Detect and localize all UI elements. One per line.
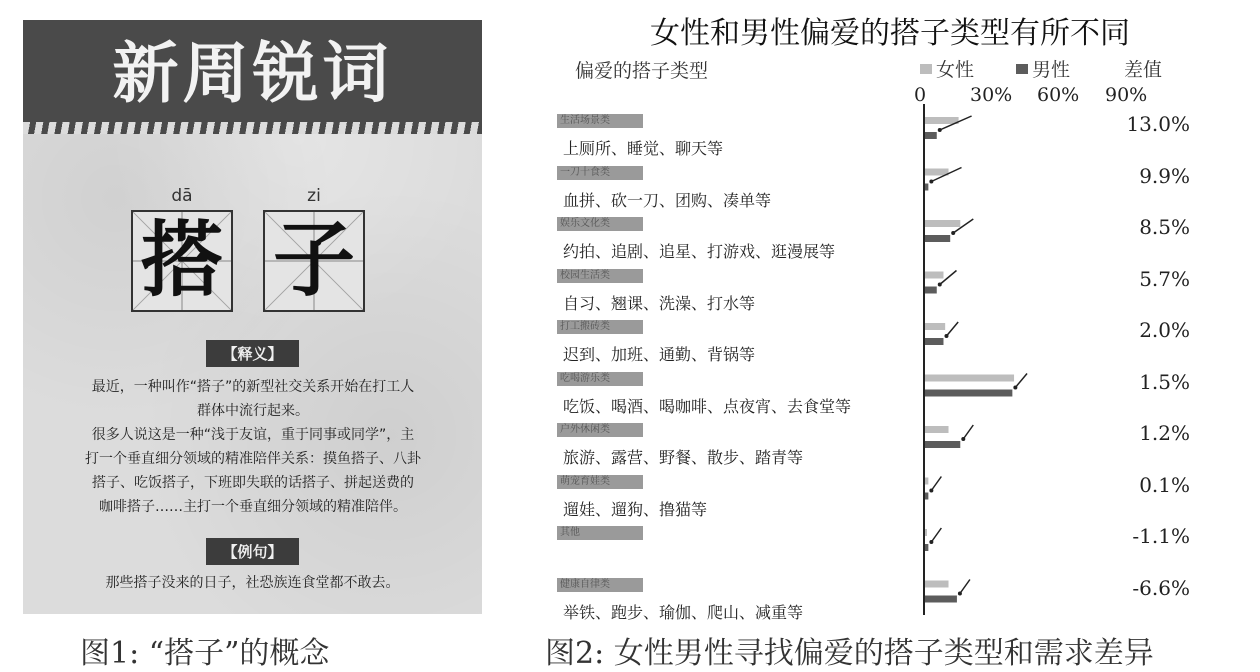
character-da: 搭 <box>140 213 223 308</box>
arrow-head <box>961 437 965 441</box>
pointer-arrow <box>1015 374 1027 388</box>
difference-value: -6.6% <box>1132 575 1190 600</box>
bar-female <box>925 529 927 536</box>
definition-line: 最近，一种叫作“搭子”的新型社交关系开始在打工人 <box>91 379 415 395</box>
bar-male <box>925 390 1012 397</box>
definition-tag: 【释义】 <box>23 340 482 367</box>
definition-text <box>63 375 443 519</box>
figure1-caption: 图1: “搭子”的概念 <box>80 636 330 671</box>
difference-value: 13.0% <box>1126 112 1190 136</box>
definition-line: 咖啡搭子……主打一个垂直细分领域的精准陪伴。 <box>99 499 407 515</box>
pointer-arrow <box>931 477 941 491</box>
category-axis-label: 偏爱的搭子类型 <box>575 60 709 82</box>
category-label: 户外休闲类 <box>557 423 643 437</box>
pinyin-da: dā <box>171 186 193 206</box>
pointer-arrow <box>931 528 941 542</box>
bar-female <box>925 478 928 485</box>
example-text: 那些搭子没来的日子，社恐族连食堂都不敢去。 <box>105 575 400 591</box>
category-label: 打工搬砖类 <box>557 320 643 334</box>
bar-female <box>925 375 1014 382</box>
category-label: 校园生活类 <box>557 269 643 283</box>
bar-female <box>925 581 949 588</box>
category-label: 吃喝游乐类 <box>557 372 643 386</box>
example-tag: 【例句】 <box>23 538 482 565</box>
x-tick: 90% <box>1105 84 1148 106</box>
pointer-arrow <box>946 322 958 336</box>
bar-female <box>925 272 943 279</box>
category-examples: 上厕所、睡觉、聊天等 <box>563 139 724 158</box>
arrow-head <box>929 180 933 184</box>
figure2-caption: 图2: 女性男性寻找偏爱的搭子类型和需求差异 <box>545 636 1154 671</box>
banner-title: 新周锐词 <box>112 35 393 112</box>
banner <box>23 20 482 128</box>
definition-line: 搭子、吃饭搭子，下班即失联的话搭子、拼起送费的 <box>92 475 414 491</box>
arrow-head <box>929 489 933 493</box>
x-tick: 30% <box>970 84 1013 106</box>
pinyin-zi: zi <box>307 186 321 206</box>
figure1-panel <box>23 20 482 614</box>
arrow-head <box>958 592 962 596</box>
arrow-head <box>1013 386 1017 390</box>
chart-title: 女性和男性偏爱的搭子类型有所不同 <box>650 16 1130 51</box>
bar-male <box>925 235 950 242</box>
legend-female-swatch <box>920 64 932 74</box>
difference-value: 0.1% <box>1139 472 1190 497</box>
bar-chart <box>900 100 1120 620</box>
difference-value: 5.7% <box>1139 266 1190 291</box>
arrow-head <box>944 334 948 338</box>
category-label: 健康自律类 <box>557 578 643 592</box>
category-label: 一刀十食类 <box>557 166 643 180</box>
bar-female <box>925 323 945 330</box>
bar-female <box>925 117 959 124</box>
difference-value: 2.0% <box>1139 318 1190 342</box>
arrow-head <box>938 283 942 287</box>
diff-header: 差值 <box>1124 59 1163 81</box>
bar-male <box>925 493 928 500</box>
arrow-head <box>951 231 955 235</box>
arrow-head <box>938 128 942 132</box>
torn-edge <box>23 122 482 134</box>
bar-male <box>925 441 960 448</box>
legend-male: 男性 <box>1016 55 1070 82</box>
difference-value: 9.9% <box>1139 163 1190 188</box>
category-examples: 约拍、追剧、追星、打游戏、逛漫展等 <box>563 242 836 261</box>
pointer-arrow <box>960 580 970 594</box>
difference-value: -1.1% <box>1132 524 1190 548</box>
category-label: 萌宠育娃类 <box>557 475 643 489</box>
pointer-arrow <box>963 425 973 439</box>
category-examples: 旅游、露营、野餐、散步、踏青等 <box>563 448 804 467</box>
legend-female: 女性 <box>920 55 974 82</box>
bar-male <box>925 338 943 345</box>
x-tick: 60% <box>1037 84 1080 106</box>
bar-male <box>925 544 928 551</box>
bar-male <box>925 596 957 603</box>
definition-line: 打一个垂直细分领域的精准陪伴关系：摸鱼搭子、八卦 <box>85 451 421 467</box>
category-label: 生活场景类 <box>557 114 643 128</box>
category-examples: 迟到、加班、通勤、背锅等 <box>563 345 756 364</box>
category-examples: 自习、翘课、洗澡、打水等 <box>563 293 756 313</box>
difference-value: 1.2% <box>1139 421 1190 445</box>
legend-male-swatch <box>1016 64 1028 74</box>
definition-line: 很多人说这是一种“浅于友谊，重于同事或同学”，主 <box>91 427 415 443</box>
category-label: 其他 <box>557 526 643 540</box>
bar-male <box>925 132 937 139</box>
x-tick: 0 <box>914 84 927 106</box>
category-examples: 遛娃、遛狗、撸猫等 <box>563 499 708 519</box>
arrow-head <box>929 540 933 544</box>
character-box-da <box>131 210 233 312</box>
difference-value: 8.5% <box>1139 215 1190 239</box>
definition-line: 群体中流行起来。 <box>197 403 309 419</box>
bar-female <box>925 426 949 433</box>
category-examples: 举铁、跑步、瑜伽、爬山、减重等 <box>563 602 804 622</box>
category-examples: 吃饭、喝酒、喝咖啡、点夜宵、去食堂等 <box>563 396 852 416</box>
bar-female <box>925 220 960 227</box>
category-examples: 血拼、砍一刀、团购、凑单等 <box>563 190 772 210</box>
bar-male <box>925 287 937 294</box>
difference-value: 1.5% <box>1139 369 1190 394</box>
character-box-zi <box>263 210 365 312</box>
character-zi: 子 <box>272 213 355 308</box>
bar-male <box>925 184 928 191</box>
category-label: 娱乐文化类 <box>557 217 643 231</box>
